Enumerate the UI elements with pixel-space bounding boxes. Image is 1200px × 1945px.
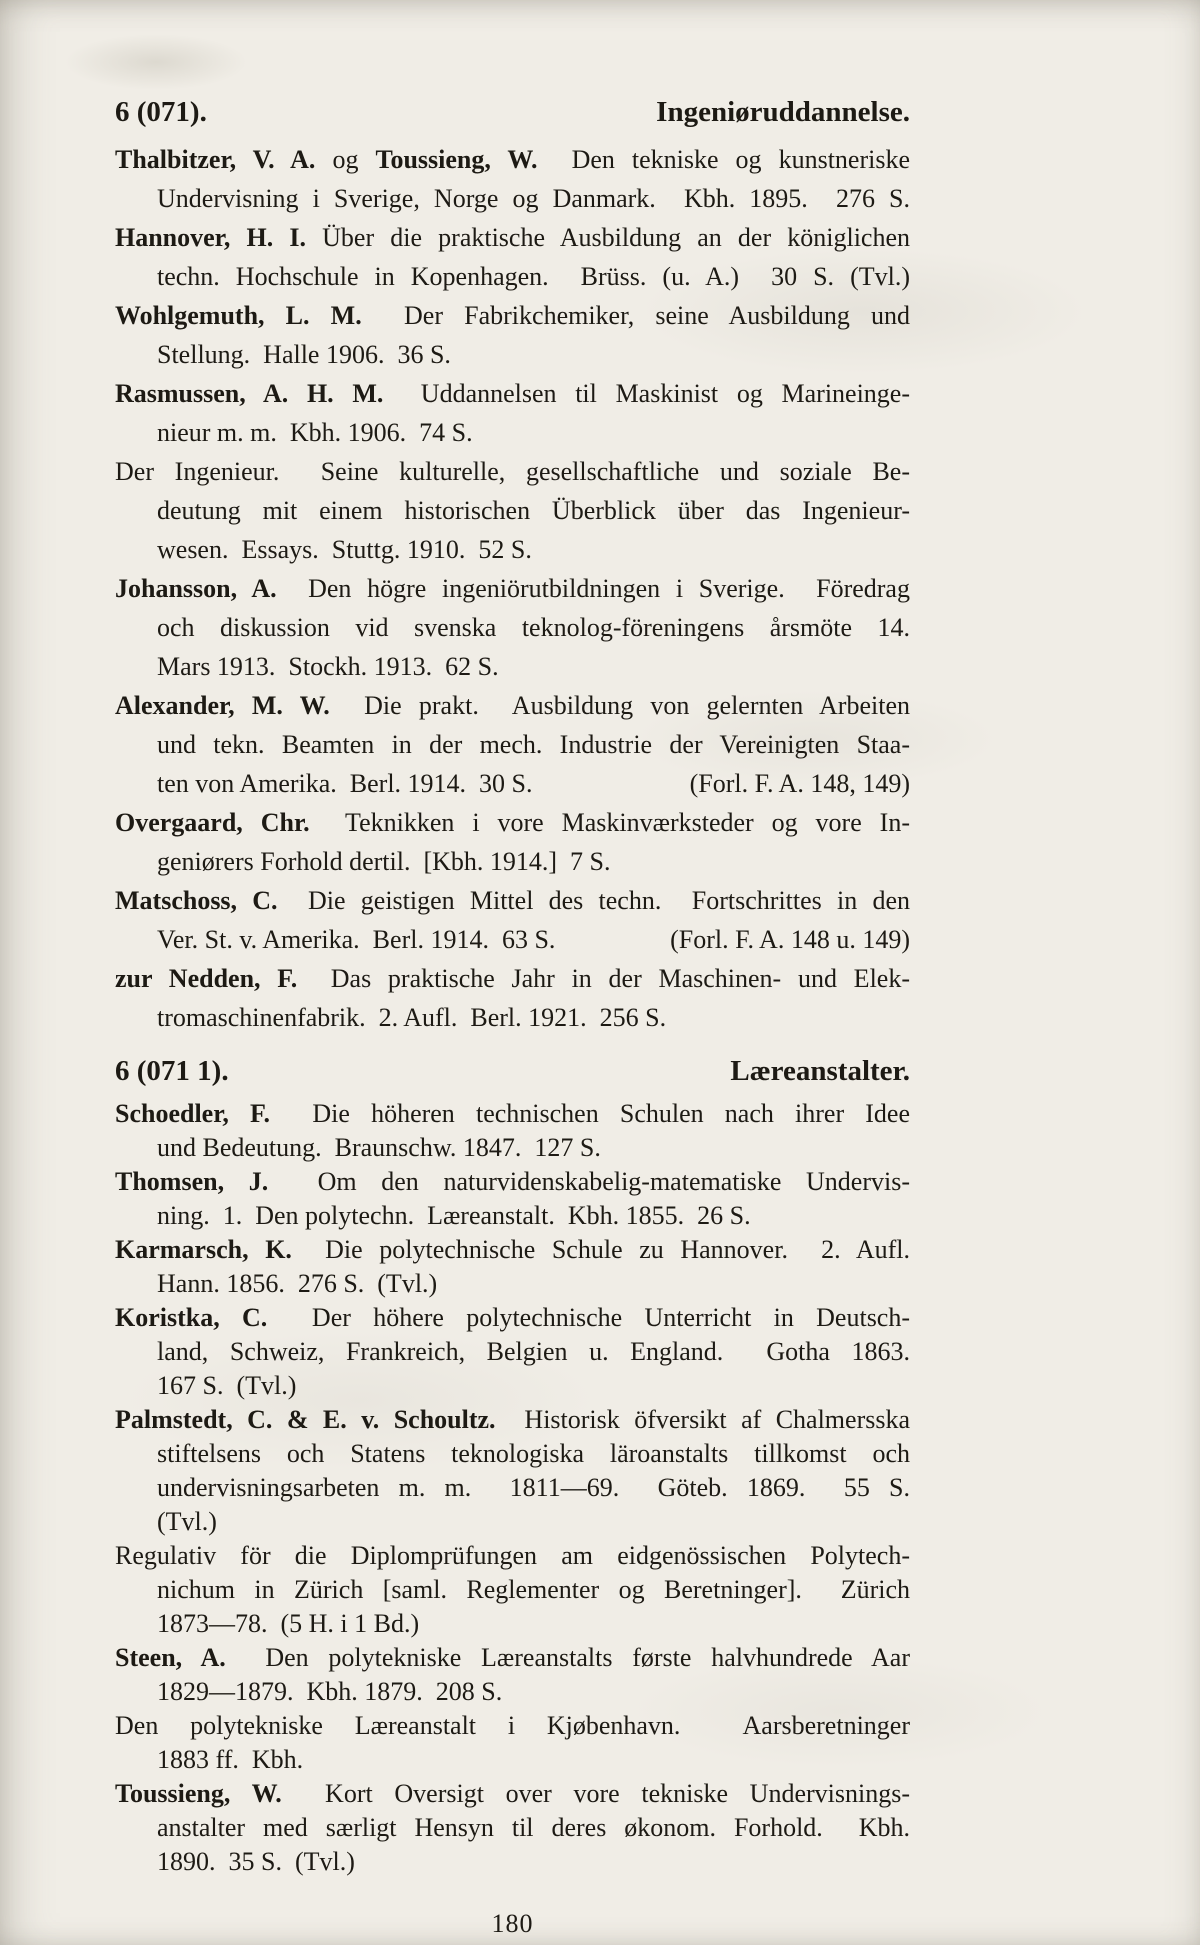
bib-entry — [115, 881, 910, 959]
entry-text: (Forl. F. A. 148 u. 149) — [670, 925, 910, 954]
bib-entry-line — [115, 257, 910, 296]
bib-entry-line — [115, 179, 910, 218]
bib-entry-line — [115, 296, 910, 335]
author-name: Thomsen, J. — [115, 1167, 269, 1196]
author-name: Rasmussen, A. H. M. — [115, 379, 384, 408]
entry-text: 1890. 35 S. (Tvl.) — [157, 1847, 355, 1876]
bib-entry-line — [115, 1743, 910, 1777]
bib-entry-line — [115, 1539, 910, 1573]
author-name: Overgaard, Chr. — [115, 808, 310, 837]
section-code: 6 (071 1). — [115, 1055, 229, 1087]
entry-text: Teknikken i vore Maskinværksteder og vore In- — [309, 808, 910, 837]
bib-entry-line — [115, 1437, 910, 1471]
bib-entry-line — [115, 335, 910, 374]
section-laereanstalter — [115, 1051, 910, 1879]
entry-text: Ver. St. v. Amerika. Berl. 1914. 63 S. — [157, 925, 556, 954]
bib-entry-line — [115, 881, 910, 920]
entry-text: und Bedeutung. Braunschw. 1847. 127 S. — [157, 1133, 601, 1162]
bib-entry — [115, 1165, 910, 1233]
entry-text: Regulativ för die Diplomprüfungen am eidgenössischen Polytech- — [115, 1541, 910, 1570]
entry-text: og — [315, 145, 376, 174]
entry-text: och diskussion vid svenska teknolog-föreningens årsmöte 14. — [157, 613, 910, 642]
entry-text: (Forl. F. A. 148, 149) — [689, 769, 910, 798]
entry-text: Kort Oversigt over vore tekniske Undervisnings- — [281, 1779, 910, 1808]
entry-text: Der Fabrikchemiker, seine Ausbildung und — [361, 301, 910, 330]
bib-entry-line — [115, 530, 910, 569]
entry-text: undervisningsarbeten m. m. 1811—69. Göteb. 1869. 55 S. — [157, 1473, 910, 1502]
bib-entry-line — [115, 1505, 910, 1539]
bib-entry-line — [115, 1233, 910, 1267]
entry-text: (Tvl.) — [157, 1507, 217, 1536]
bib-entry-line — [115, 764, 910, 803]
entries — [115, 1097, 910, 1879]
bib-entry-line — [115, 1131, 910, 1165]
author-name: zur Nedden, F. — [115, 964, 298, 993]
bib-entry-line — [115, 569, 910, 608]
entry-text: Der Ingenieur. Seine kulturelle, gesellschaftliche und soziale Be- — [115, 457, 910, 486]
bib-entry-line — [115, 1777, 910, 1811]
section-code: 6 (071). — [115, 96, 207, 128]
bib-entry-line — [115, 725, 910, 764]
bib-entry-line — [115, 1709, 910, 1743]
entry-text: ten von Amerika. Berl. 1914. 30 S. — [157, 769, 533, 798]
entry-text: Die geistigen Mittel des techn. Fortschrittes in den — [277, 886, 910, 915]
bib-entry-line — [115, 1335, 910, 1369]
entry-text: Historisk öfversikt af Chalmersska — [495, 1405, 910, 1434]
bib-entry-line — [115, 1471, 910, 1505]
justify-spacer — [533, 764, 690, 803]
entry-text: Den högre ingeniörutbildningen i Sverige. Föredrag — [276, 574, 910, 603]
bib-entry-line — [115, 1165, 910, 1199]
entry-text: Om den naturvidenskabelig-matematiske Undervis- — [268, 1167, 910, 1196]
entries — [115, 140, 910, 1037]
author-name: Wohlgemuth, L. M. — [115, 301, 362, 330]
entry-text: anstalter med særligt Hensyn til deres økonom. Forhold. Kbh. — [157, 1813, 910, 1842]
bib-entry — [115, 1233, 910, 1301]
author-name: Steen, A. — [115, 1643, 226, 1672]
bib-entry-line — [115, 647, 910, 686]
entry-text: 167 S. (Tvl.) — [157, 1371, 297, 1400]
bib-entry — [115, 1709, 910, 1777]
bib-entry-line — [115, 140, 910, 179]
entry-text: 1873—78. (5 H. i 1 Bd.) — [157, 1609, 420, 1638]
bib-entry-line — [115, 1097, 910, 1131]
bib-entry — [115, 569, 910, 686]
entry-text: Das praktische Jahr in der Maschinen- und Elek- — [297, 964, 910, 993]
bib-entry — [115, 959, 910, 1037]
section-heading: Ingeniøruddannelse. — [656, 96, 910, 128]
entry-text: ning. 1. Den polytechn. Læreanstalt. Kbh. 1855. 26 S. — [157, 1201, 751, 1230]
entry-text: Undervisning i Sverige, Norge og Danmark. Kbh. 1895. 276 S. — [157, 184, 910, 213]
bib-entry-line — [115, 842, 910, 881]
bib-entry-line — [115, 608, 910, 647]
bib-entry — [115, 686, 910, 803]
entry-text: Den polytekniske Læreanstalt i Kjøbenhavn. Aarsberetninger — [115, 1711, 910, 1740]
author-name: Johansson, A. — [115, 574, 277, 603]
bib-entry-line — [115, 920, 910, 959]
bib-entry-line — [115, 1641, 910, 1675]
bib-entry-line — [115, 1267, 910, 1301]
entry-text: Die polytechnische Schule zu Hannover. 2. Aufl. — [291, 1235, 910, 1264]
justify-spacer — [555, 920, 670, 959]
bib-entry-line — [115, 452, 910, 491]
bib-entry — [115, 140, 910, 218]
bib-entry-line — [115, 374, 910, 413]
entry-text: Uddannelsen til Maskinist og Marineinge- — [383, 379, 911, 408]
bib-entry-line — [115, 1403, 910, 1437]
bib-entry — [115, 296, 910, 374]
bib-entry-line — [115, 1573, 910, 1607]
entry-text: stiftelsens och Statens teknologiska läroanstalts tillkomst och — [157, 1439, 910, 1468]
entry-text: Stellung. Halle 1906. 36 S. — [157, 340, 451, 369]
bib-entry-line — [115, 1369, 910, 1403]
bib-entry-line — [115, 218, 910, 257]
entry-text: Mars 1913. Stockh. 1913. 62 S. — [157, 652, 499, 681]
entry-text: geniørers Forhold dertil. [Kbh. 1914.] 7 S. — [157, 847, 611, 876]
entry-text: tromaschinenfabrik. 2. Aufl. Berl. 1921. 256 S. — [157, 1003, 667, 1032]
bib-entry — [115, 374, 910, 452]
bib-entry — [115, 1403, 910, 1539]
entry-text: nichum in Zürich [saml. Reglementer og Beretninger]. Zürich — [157, 1575, 910, 1604]
bib-entry-line — [115, 1845, 910, 1879]
bib-entry — [115, 1777, 910, 1879]
bib-entry — [115, 1301, 910, 1403]
entry-text: Hann. 1856. 276 S. (Tvl.) — [157, 1269, 438, 1298]
bib-entry-line — [115, 686, 910, 725]
page-content — [115, 92, 910, 1939]
bib-entry-line — [115, 1811, 910, 1845]
author-name: Hannover, H. I. — [115, 223, 306, 252]
entry-text: Die höheren technischen Schulen nach ihrer Idee — [270, 1099, 911, 1128]
author-name: Toussieng, W. — [375, 145, 538, 174]
entry-text: und tekn. Beamten in der mech. Industrie der Vereinigten Staa- — [157, 730, 910, 759]
author-name: Palmstedt, C. & E. v. Schoultz. — [115, 1405, 496, 1434]
entry-text: land, Schweiz, Frankreich, Belgien u. England. Gotha 1863. — [157, 1337, 910, 1366]
entry-text: Die prakt. Ausbildung von gelernten Arbeiten — [329, 691, 910, 720]
entry-text: Über die praktische Ausbildung an der königlichen — [305, 223, 910, 252]
bib-entry-line — [115, 491, 910, 530]
bib-entry-line — [115, 959, 910, 998]
bib-entry — [115, 1539, 910, 1641]
entry-text: deutung mit einem historischen Überblick über das Ingenieur- — [157, 496, 910, 525]
entry-text: Den polytekniske Læreanstalts første halvhundrede Aar — [225, 1643, 911, 1672]
bib-entry-line — [115, 1199, 910, 1233]
bib-entry-line — [115, 413, 910, 452]
author-name: Toussieng, W. — [115, 1779, 282, 1808]
bib-entry — [115, 218, 910, 296]
section-header — [115, 92, 910, 132]
bib-entry-line — [115, 803, 910, 842]
entry-text: 1883 ff. Kbh. — [157, 1745, 304, 1774]
author-name: Matschoss, C. — [115, 886, 278, 915]
bib-entry — [115, 452, 910, 569]
entry-text: Der höhere polytechnische Unterricht in Deutsch- — [267, 1303, 911, 1332]
author-name: Thalbitzer, V. A. — [115, 145, 316, 174]
bib-entry — [115, 803, 910, 881]
entry-text: wesen. Essays. Stuttg. 1910. 52 S. — [157, 535, 532, 564]
bib-entry — [115, 1097, 910, 1165]
entry-text: 1829—1879. Kbh. 1879. 208 S. — [157, 1677, 503, 1706]
page-number: 180 — [491, 1909, 534, 1938]
author-name: Schoedler, F. — [115, 1099, 271, 1128]
section-ingenioruddannelse — [115, 92, 910, 1037]
bib-entry-line — [115, 1675, 910, 1709]
author-name: Karmarsch, K. — [115, 1235, 292, 1264]
entry-text: nieur m. m. Kbh. 1906. 74 S. — [157, 418, 473, 447]
author-name: Alexander, M. W. — [115, 691, 330, 720]
bib-entry-line — [115, 1607, 910, 1641]
section-heading: Læreanstalter. — [730, 1055, 910, 1087]
entry-text: Den tekniske og kunstneriske — [537, 145, 911, 174]
author-name: Koristka, C. — [115, 1303, 268, 1332]
bib-entry — [115, 1641, 910, 1709]
bib-entry-line — [115, 1301, 910, 1335]
section-header — [115, 1051, 910, 1091]
bib-entry-line — [115, 998, 910, 1037]
entry-text: techn. Hochschule in Kopenhagen. Brüss. (u. A.) 30 S. (Tvl.) — [157, 262, 910, 291]
